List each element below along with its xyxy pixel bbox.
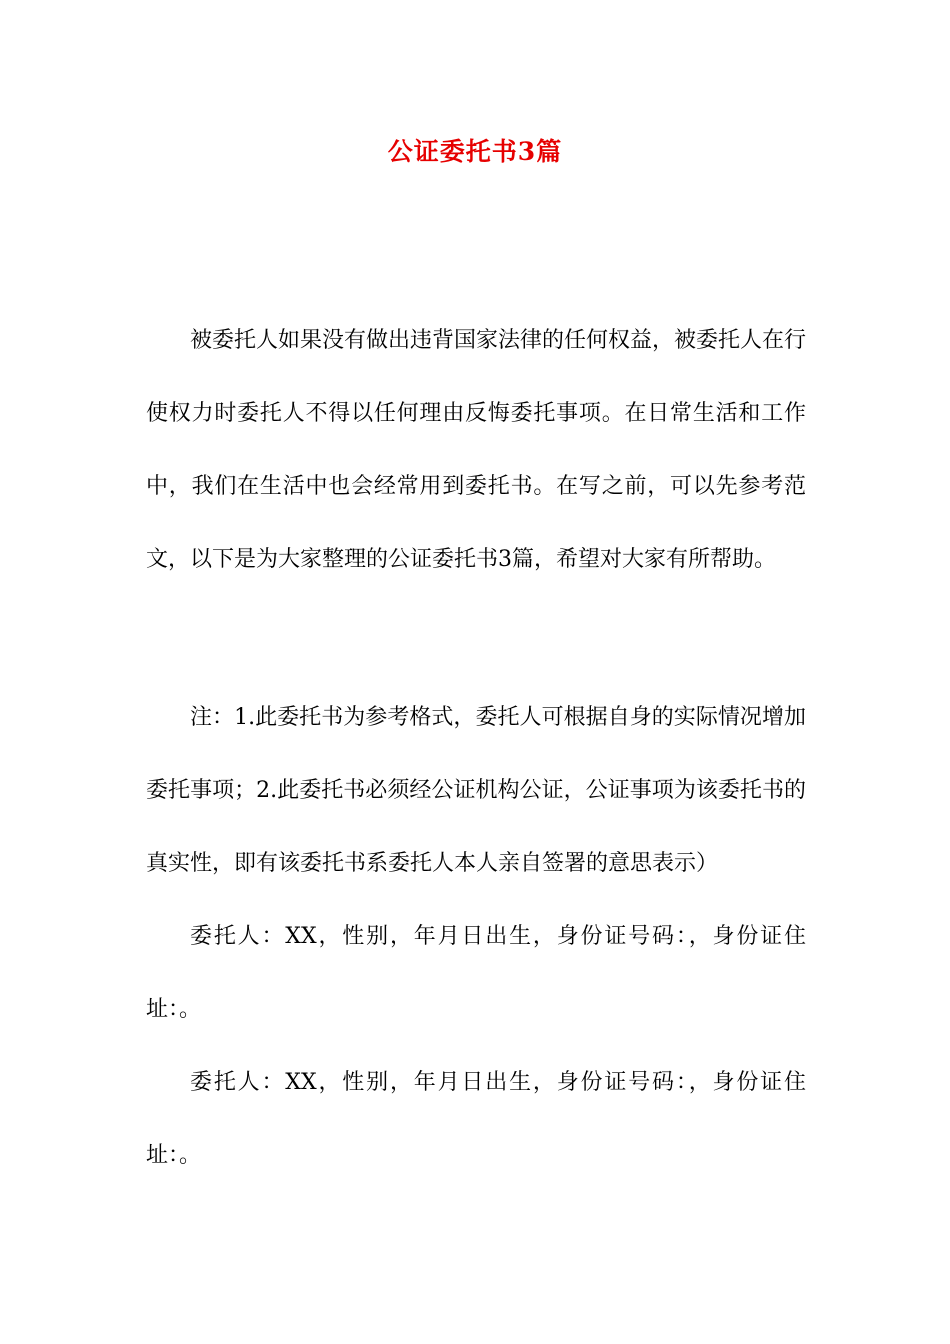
intro-section (146, 304, 806, 596)
document-title: 公证委托书3篇 (387, 137, 563, 166)
principal-paragraph-1: 委托人：XX，性别，年月日出生，身份证号码：，身份证住址：。 (146, 924, 806, 1022)
notes-section (146, 681, 806, 1192)
note-paragraph: 注：1.此委托书为参考格式，委托人可根据自身的实际情况增加委托事项；2.此委托书必须经公证机构公证，公证事项为该委托书的真实性，即有该委托书系委托人本人亲自签署的意思表示） (146, 705, 806, 876)
principal-paragraph-2: 委托人：XX，性别，年月日出生，身份证号码：，身份证住址：。 (146, 1070, 806, 1168)
intro-paragraph: 被委托人如果没有做出违背国家法律的任何权益，被委托人在行使权力时委托人不得以任何理由反悔委托事项。在日常生活和工作中，我们在生活中也会经常用到委托书。在写之前，可以先参考范文，以下是为大家整理的公证委托书3篇，希望对大家有所帮助。 (146, 328, 807, 572)
